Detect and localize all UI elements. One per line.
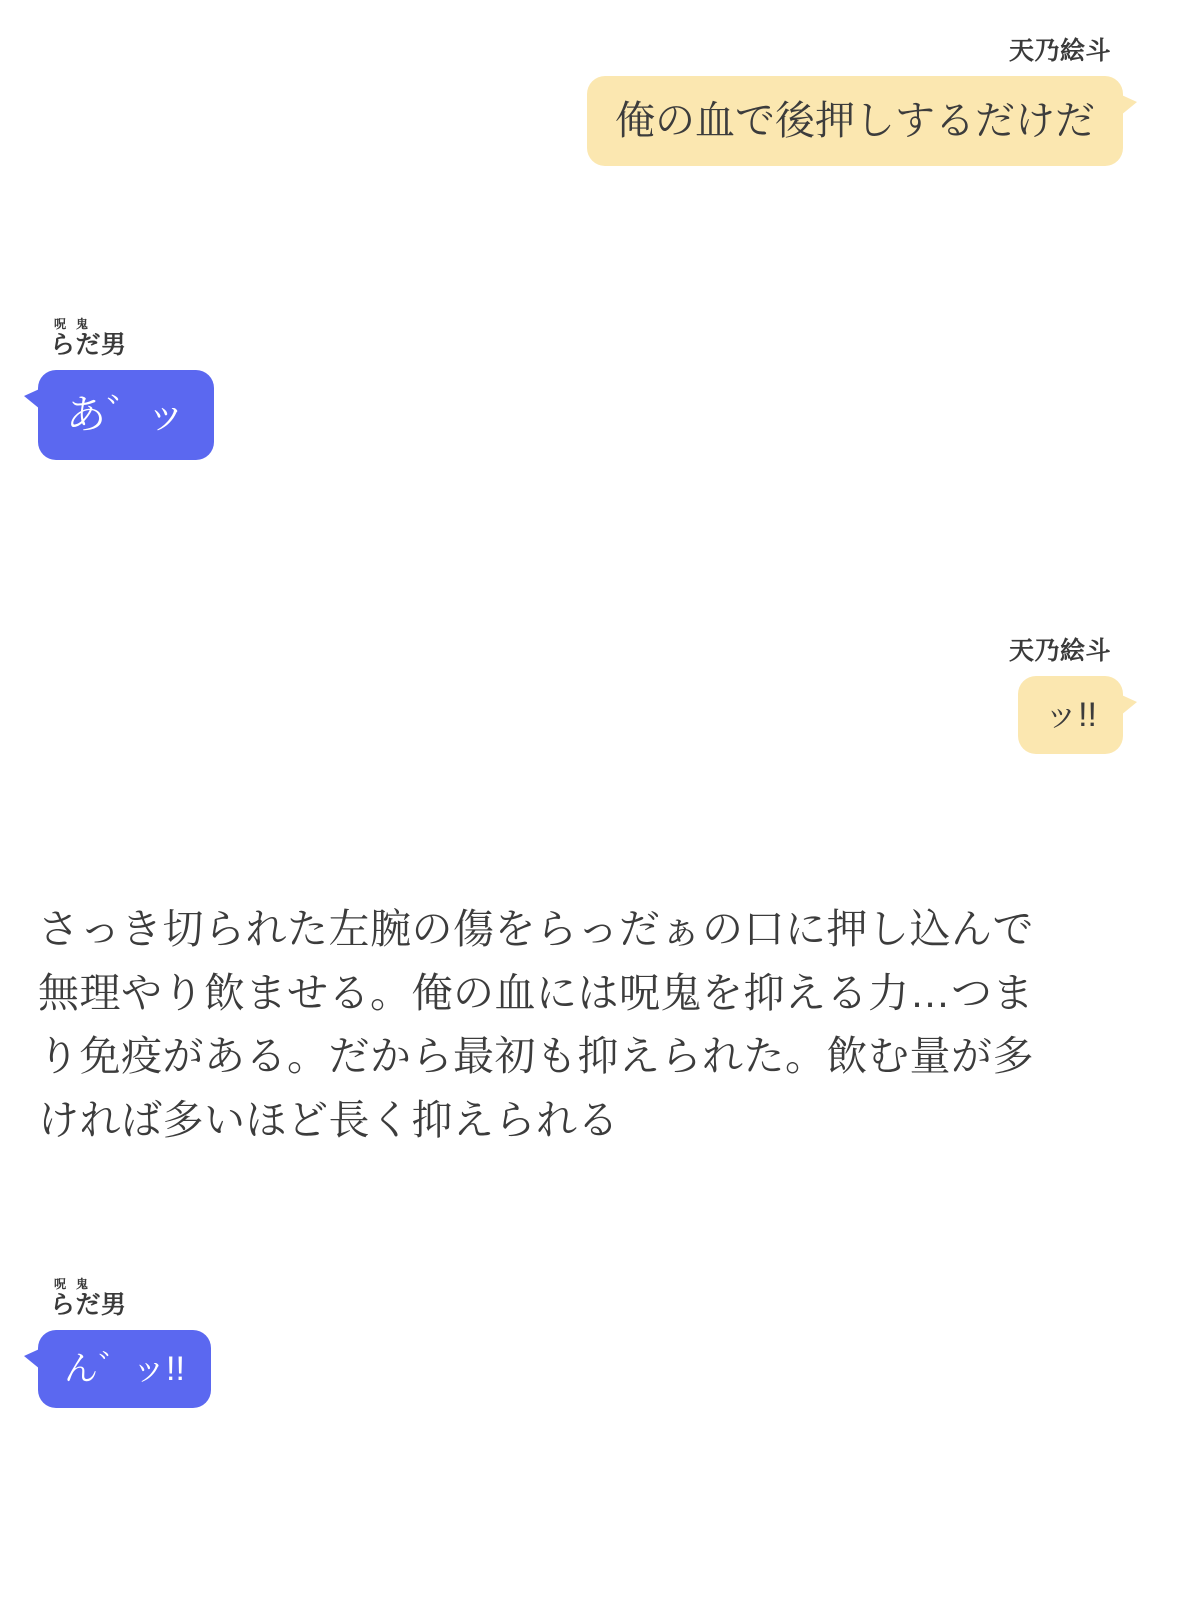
narration-block — [20, 898, 1080, 1152]
message-row-other — [38, 1278, 211, 1408]
message-bubble[interactable]: 俺の血で後押しするだけだ — [587, 76, 1123, 166]
ruby-group — [50, 318, 127, 360]
message-bubble[interactable]: ん゛ッ!! — [38, 1330, 211, 1409]
speaker-name: 天乃絵斗 — [1008, 37, 1111, 65]
message-row-self — [997, 638, 1123, 754]
speaker-name: らだ男 — [50, 331, 127, 359]
message-bubble[interactable]: あ゛ッ — [38, 370, 214, 460]
ruby-annotation: 呪鬼 — [54, 317, 99, 331]
speaker-name: 天乃絵斗 — [1008, 637, 1111, 665]
ruby-group — [50, 1278, 127, 1320]
message-bubble[interactable]: ッ!! — [1018, 676, 1123, 755]
narration-text: さっき切られた左腕の傷をらっだぁの口に押し込んで無理やり飲ませる。俺の血には呪鬼を抑える力…つまり免疫がある。だから最初も抑えられた。飲む量が多ければ多いほど長く抑えられる — [38, 906, 1034, 1143]
ruby-annotation: 呪鬼 — [54, 1277, 99, 1291]
message-row-self — [587, 38, 1123, 166]
speaker-name-with-ruby — [50, 318, 127, 360]
speaker-name-with-ruby — [50, 1278, 127, 1320]
speaker-name: らだ男 — [50, 1291, 127, 1319]
message-row-other — [38, 318, 214, 460]
